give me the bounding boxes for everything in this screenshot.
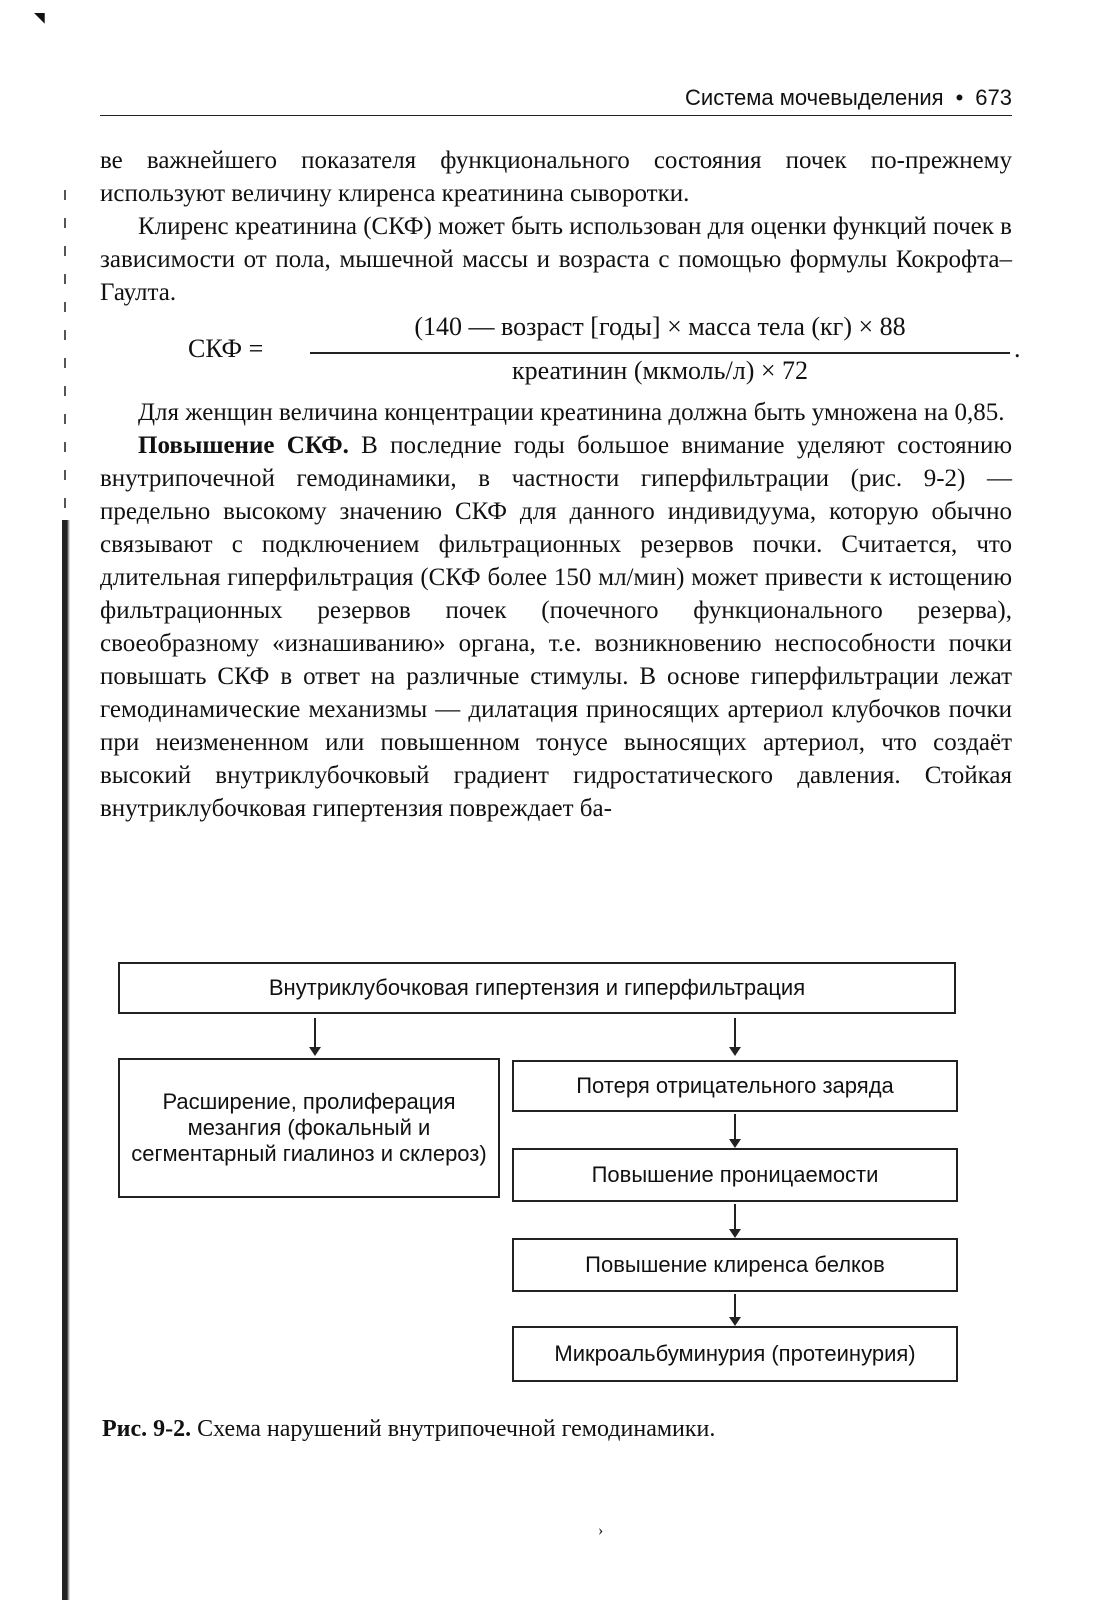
figure-caption-text: Схема нарушений внутрипочечной гемодинамики. — [191, 1416, 716, 1442]
arrow-down-left — [314, 1018, 316, 1054]
arrow-down-2 — [734, 1204, 736, 1236]
arrow-down-right — [734, 1018, 736, 1054]
diagram-box-mesangium: Расширение, пролиферация мезангия (фокальный и сегментарный гиалиноз и склероз) — [118, 1058, 500, 1198]
corner-scan-mark: ◥ — [34, 10, 45, 26]
figure-label: Рис. 9-2. — [102, 1416, 192, 1442]
bottom-scan-mark: › — [598, 1522, 604, 1539]
arrow-down-3 — [734, 1294, 736, 1324]
cockcroft-gault-formula — [100, 312, 1021, 392]
arrow-down-1 — [734, 1114, 736, 1146]
gfr-increase-body: В последние годы большое внимание уделяют состоянию внутрипочечной гемодинамики, в частности гиперфильтрации (рис. 9-2) — предельно высокому значению СКФ для данного индивидуума, которую обычно связывают с подключением фильтрационных резервов почки. Считается, что длительная гиперфильтрация (СКФ более 150 мл/мин) может привести к истощению фильтрационных резервов почек (почечного функционального резерва), своеобразному «изнашиванию» органа, т.е. возникновению неспособности почки повышать СКФ в ответ на различные стимулы. В основе гиперфильтрации лежат гемодинамические механизмы — дилатация приносящих артериол клубочков почки при неизмененном или повышенном тонусе выносящих артериол, что создаёт высокий внутриклубочковый градиент гидростатического давления. Стойкая внутриклубочковая гипертензия повреждает ба- — [100, 432, 1013, 822]
diagram-box-protein-clearance: Повышение клиренса белков — [512, 1238, 958, 1292]
diagram-box-charge-loss: Потеря отрицательного заряда — [512, 1060, 958, 1112]
running-header — [100, 80, 1012, 116]
book-spine-shadow — [62, 520, 70, 1600]
formula-period: . — [1014, 334, 1021, 363]
paragraph-women: Для женщин величина концентрации креатинина должна быть умножена на 0,85. — [138, 399, 1005, 426]
paragraph-continuation: ве важнейшего показателя функционального состояния почек по-прежнему используют величину клиренса креатинина сыворотки. — [100, 147, 1012, 207]
formula-fraction-bar — [310, 352, 1010, 354]
body-text-bottom — [100, 396, 1012, 825]
scan-margin-marks — [64, 190, 66, 510]
formula-numerator: (140 — возраст [годы] × масса тела (кг) × 88 — [414, 312, 906, 341]
formula-denominator: креатинин (мкмоль/л) × 72 — [511, 356, 809, 385]
paragraph-clearance: Клиренс креатинина (СКФ) может быть использован для оценки функций почек в зависимости от пола, мышечной массы и возраста с помощью формулы Кокрофта–Гаулта. — [100, 213, 1012, 306]
formula-lhs: СКФ = — [188, 334, 264, 363]
paragraph-gfr-increase — [100, 429, 1012, 825]
diagram-box-microalbuminuria: Микроальбуминурия (протеинурия) — [512, 1326, 958, 1382]
diagram-box-hypertension: Внутриклубочковая гипертензия и гиперфильтрация — [118, 962, 956, 1014]
body-text-top — [100, 144, 1012, 309]
diagram-box-permeability: Повышение проницаемости — [512, 1148, 958, 1202]
figure-caption — [102, 1416, 715, 1443]
page-number: 673 — [975, 85, 1012, 110]
gfr-increase-heading: Повышение СКФ. — [138, 432, 349, 459]
section-title: Система мочевыделения — [685, 85, 944, 110]
header-bullet: • — [955, 85, 964, 110]
